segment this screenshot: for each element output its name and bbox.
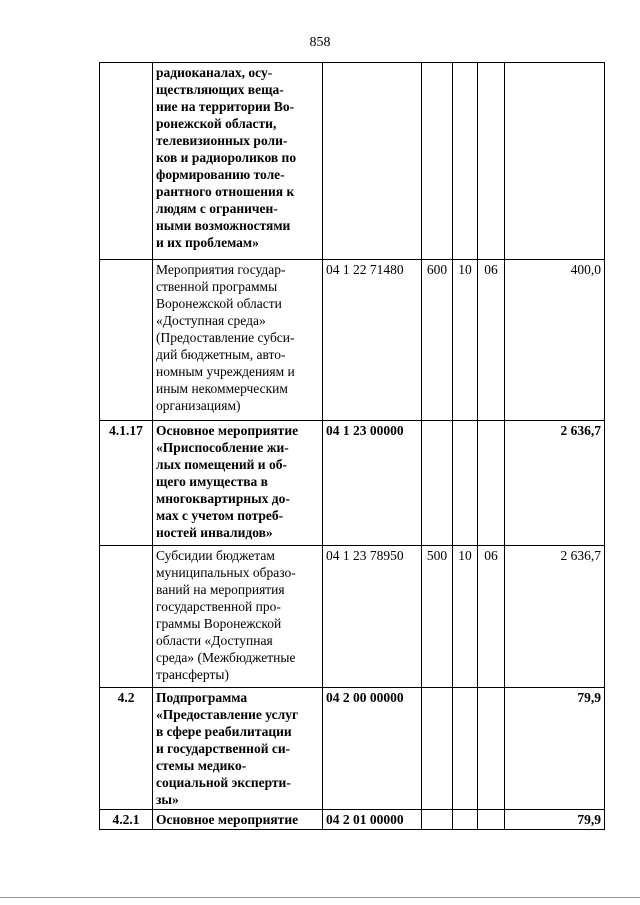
row-pr: 06 <box>478 546 505 688</box>
row-vr <box>422 688 453 810</box>
row-code: 04 1 23 00000 <box>323 421 422 546</box>
row-name: Субсидии бюджетам муниципальных образо- ваний на мероприятия государственной про- граммы Воронежской области «Доступная среда» (Межбюджетные трансферты) <box>153 546 323 688</box>
row-rz <box>453 63 478 260</box>
row-number: 4.2.1 <box>100 810 153 830</box>
row-amount: 2 636,7 <box>505 421 605 546</box>
table-row <box>100 421 605 546</box>
row-amount: 2 636,7 <box>505 546 605 688</box>
table-row <box>100 810 605 830</box>
row-name: Основное мероприятие «Приспособление жи- лых помещений и об- щего имущества в многоквартирных до- мах с учетом потреб- ностей инвалидов» <box>153 421 323 546</box>
row-number <box>100 546 153 688</box>
page-number: 858 <box>309 35 331 50</box>
row-vr <box>422 63 453 260</box>
row-rz <box>453 688 478 810</box>
row-rz <box>453 810 478 830</box>
row-amount: 400,0 <box>505 260 605 421</box>
row-vr: 600 <box>422 260 453 421</box>
row-name: Подпрограмма «Предоставление услуг в сфере реабилитации и государственной си- стемы медико- социальной эксперти- зы» <box>153 688 323 810</box>
row-vr <box>422 810 453 830</box>
table-row <box>100 260 605 421</box>
row-name: радиоканалах, осу- ществляющих веща- ние на территории Во- ронежской области, телевизионных роли- ков и радиороликов по формированию толе- рантного отношения к людям с ограничен- ными возможностями и их проблемам» <box>153 63 323 260</box>
table-row <box>100 63 605 260</box>
row-number <box>100 260 153 421</box>
row-pr <box>478 63 505 260</box>
row-number: 4.1.17 <box>100 421 153 546</box>
row-amount: 79,9 <box>505 688 605 810</box>
row-code: 04 2 01 00000 <box>323 810 422 830</box>
row-vr <box>422 421 453 546</box>
row-code: 04 2 00 00000 <box>323 688 422 810</box>
row-rz: 10 <box>453 546 478 688</box>
row-vr: 500 <box>422 546 453 688</box>
row-name: Основное мероприятие <box>153 810 323 830</box>
budget-table <box>99 62 605 830</box>
row-number <box>100 63 153 260</box>
row-pr <box>478 421 505 546</box>
row-code <box>323 63 422 260</box>
row-rz <box>453 421 478 546</box>
table-row <box>100 688 605 810</box>
row-pr <box>478 810 505 830</box>
row-code: 04 1 23 78950 <box>323 546 422 688</box>
row-rz: 10 <box>453 260 478 421</box>
table-row <box>100 546 605 688</box>
row-pr: 06 <box>478 260 505 421</box>
row-amount: 79,9 <box>505 810 605 830</box>
row-amount <box>505 63 605 260</box>
row-pr <box>478 688 505 810</box>
row-code: 04 1 22 71480 <box>323 260 422 421</box>
row-name: Мероприятия государ- ственной программы Воронежской области «Доступная среда» (Предоставление субси- дий бюджетным, авто- номным учреждениям и иным некоммерческим организациям) <box>153 260 323 421</box>
page-bottom-rule <box>0 897 640 898</box>
row-number: 4.2 <box>100 688 153 810</box>
